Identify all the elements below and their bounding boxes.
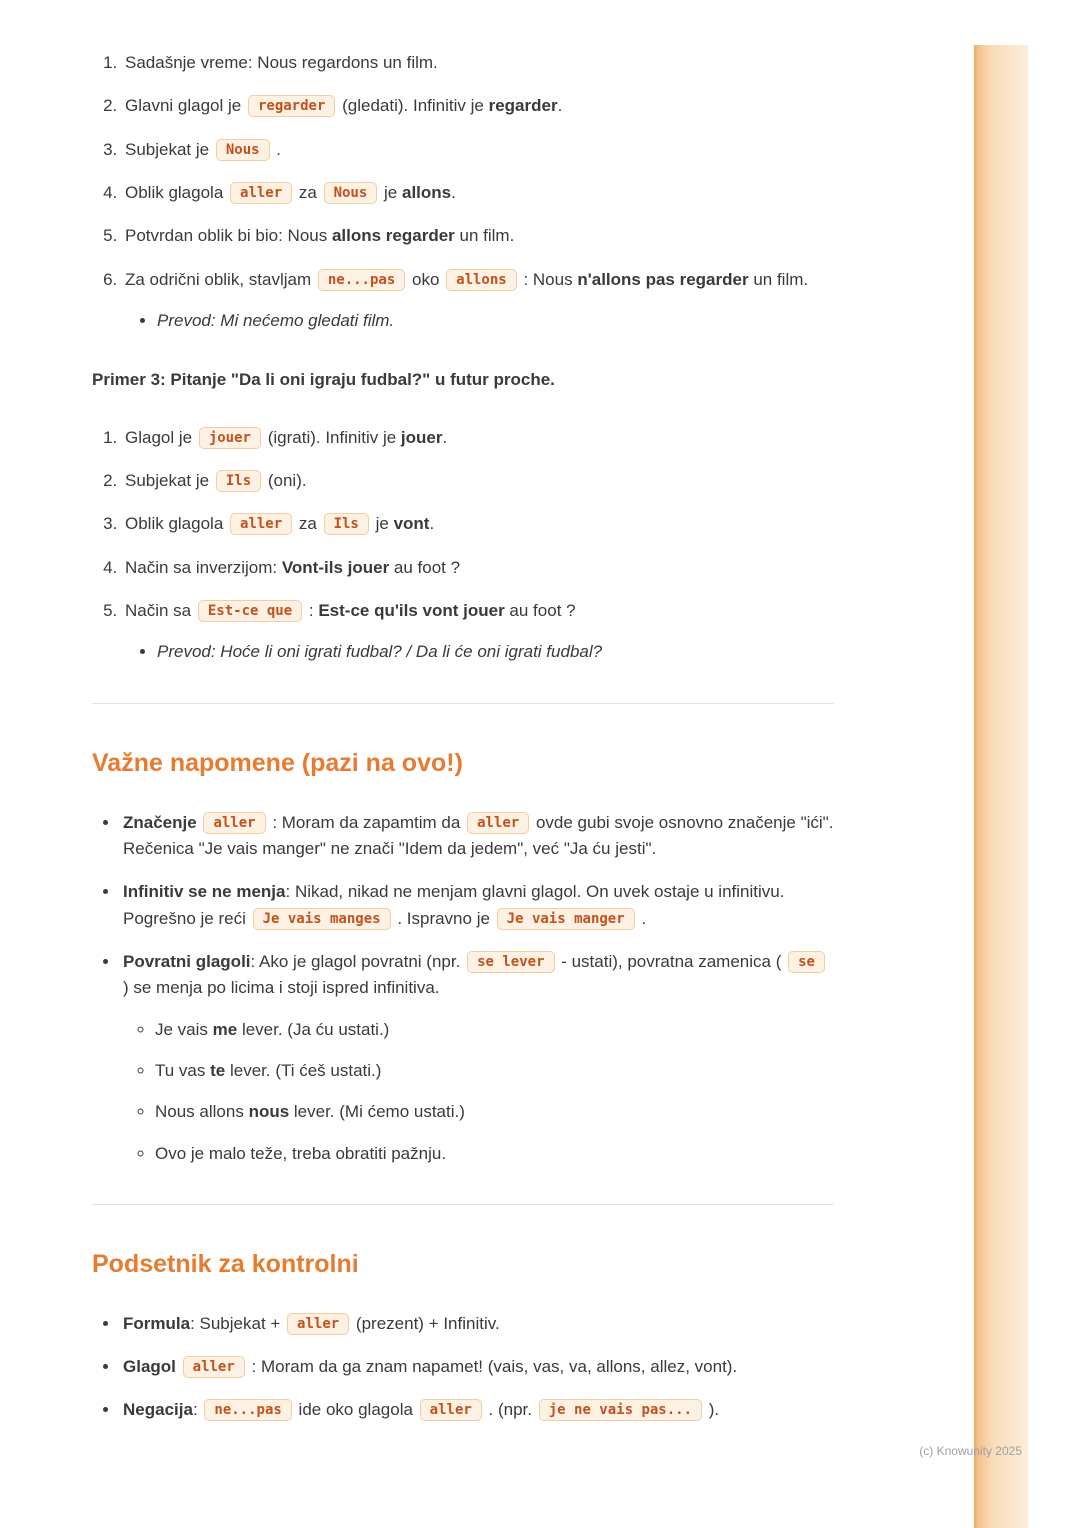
numbered-list [92,425,834,666]
inline-code-chip: aller [230,182,292,204]
inline-code-chip: ne...pas [204,1399,291,1421]
bold-text: Formula [123,1313,191,1333]
text-run: lever. (Mi ćemo ustati.) [289,1102,465,1122]
inline-code-chip: Nous [216,139,270,161]
inline-code-chip: Je vais manges [253,908,391,930]
text-run: Je vais [155,1019,213,1039]
bold-text: allons [401,183,452,203]
text-run: Oblik glagola [125,183,229,203]
text-run: : Nikad, nikad ne menjam glavni glagol. On uvek ostaje u infinitivu. Pogrešno je reći [123,882,785,928]
text-run: . Ispravno je [392,908,495,928]
text-run: : Moram da ga znam napamet! (vais, vas, va, allons, allez, vont). [246,1357,738,1377]
sub-bullet-list [125,308,834,334]
inline-code-chip: aller [203,812,265,834]
list-item [122,511,834,537]
sub-list-item [155,1058,834,1084]
list-item [122,223,834,249]
inline-code-chip: Je vais manger [497,908,635,930]
text-run: ). [704,1400,720,1420]
sub-list-item [157,639,834,665]
bold-text: Negacija [123,1400,193,1420]
sub-list-item [155,1141,834,1167]
section-divider [92,703,834,704]
text-run: : [304,601,319,621]
list-item [122,425,834,451]
text-run [197,813,202,832]
bold-text: me [212,1019,238,1039]
bold-text: Značenje [123,812,197,832]
bold-text: Primer 3: Pitanje "Da li oni igraju fudbal?" u futur proche. [92,370,555,390]
text-run: . [429,514,435,534]
bold-text: Glagol [123,1357,176,1377]
section-heading: Podsetnik za kontrolni [92,1250,359,1278]
numbered-list [92,50,834,334]
inline-code-chip: Nous [324,182,378,204]
text-run: (prezent) + Infinitiv. [351,1313,500,1333]
inline-code-chip: se [788,951,825,973]
text-run: Za odrični oblik, stavljam [125,269,316,289]
bold-text: Povratni glagoli [123,951,251,971]
list-item [122,180,834,206]
page-edge-gradient [974,45,1028,1528]
inline-code-chip: Ils [324,513,369,535]
inline-code-chip: Ils [216,470,261,492]
list-item [122,50,834,76]
sub-bullet-list [123,1017,834,1167]
bold-text: vont [393,514,430,534]
list-item [120,810,834,863]
list-item [122,555,834,581]
text-run: Nous allons [155,1102,249,1122]
text-run: Način sa inverzijom: [125,557,282,577]
text-run: au foot ? [389,557,461,577]
text-run: Ovo je malo teže, treba obratiti pažnju. [155,1143,447,1163]
text-run: un film. [748,269,809,289]
inline-code-chip: je ne vais pas... [539,1399,702,1421]
inline-code-chip: aller [420,1399,482,1421]
text-run: Način sa [125,601,196,621]
bullet-list [92,1311,834,1424]
section-divider [92,1204,834,1205]
text-run: je [379,183,402,203]
text-run: (gledati). Infinitiv je [337,96,489,116]
sub-bullet-list [125,639,834,665]
inline-code-chip: aller [467,812,529,834]
bold-text: allons regarder [331,226,455,246]
list-item [122,93,834,119]
bullet-list [92,810,834,1167]
bold-text: n'allons pas regarder [577,269,749,289]
text-run: . [451,183,456,203]
bold-text: Est-ce qu'ils vont jouer [318,601,505,621]
list-item [120,1397,834,1423]
list-item [122,598,834,666]
text-run: : Ako je glagol povratni (npr. [250,951,466,971]
text-run: au foot ? [504,601,576,621]
text-run: : Nous [518,269,578,289]
text-run: . (npr. [483,1400,537,1420]
inline-code-chip: regarder [248,95,335,117]
inline-code-chip: aller [183,1356,245,1378]
list-item [122,137,834,163]
bold-text: jouer [400,427,443,447]
inline-code-chip: jouer [199,427,261,449]
text-run: ide oko glagola [293,1400,418,1420]
inline-code-chip: se lever [467,951,554,973]
text-run: za [294,183,322,203]
text-run: un film. [454,226,515,246]
text-run: ovde gubi svoje osnovno značenje "ići". Rečenica "Je vais manger" ne znači "Idem da jedem", već "Ja ću jesti". [123,812,834,858]
italic-text: Prevod: Mi nećemo gledati film. [157,311,395,331]
text-run: Potvrdan oblik bi bio: Nous [125,226,332,246]
text-run: lever. (Ja ću ustati.) [237,1019,390,1039]
list-item [120,1311,834,1337]
bold-text: Infinitiv se ne menja [123,882,286,902]
text-run: (oni). [263,471,307,491]
text-run: : Moram da zapamtim da [267,812,466,832]
section-heading: Važne napomene (pazi na ovo!) [92,748,463,777]
inline-code-chip: aller [230,513,292,535]
text-run: Subjekat je [125,471,214,491]
text-run [176,1357,181,1376]
list-item [120,949,834,1167]
text-run: (igrati). Infinitiv je [262,427,401,447]
text-run: oko [407,269,445,289]
text-run: Oblik glagola [125,514,229,534]
sub-list-item [157,308,834,334]
text-run: za [294,514,322,534]
text-run: . [557,96,563,116]
text-run: : Subjekat + [190,1313,286,1333]
inline-code-chip: aller [287,1313,349,1335]
text-run: Glagol je [125,427,197,447]
copyright-notice: (c) Knowunity 2025 [919,1444,1022,1458]
bold-text: te [210,1060,226,1080]
bold-paragraph [92,367,834,393]
text-run: lever. (Ti ćeš ustati.) [225,1060,382,1080]
bold-text: Vont-ils jouer [281,557,390,577]
list-item [122,468,834,494]
text-run: ) se menja po licima i stoji ispred infinitiva. [123,978,440,998]
text-run: - ustati), povratna zamenica ( [556,951,787,971]
inline-code-chip: allons [446,269,517,291]
text-run: . [271,139,282,159]
text-run: : [192,1400,203,1420]
text-run: . [442,427,448,447]
inline-code-chip: Est-ce que [198,600,302,622]
italic-text: Prevod: Hoće li oni igrati fudbal? / Da li će oni igrati fudbal? [157,642,603,662]
inline-code-chip: ne...pas [318,269,405,291]
text-run: Tu vas [155,1060,211,1080]
list-item [120,879,834,932]
list-item [120,1354,834,1380]
sub-list-item [155,1099,834,1125]
text-run: . [636,908,647,928]
text-run: Glavni glagol je [125,96,246,116]
document-content [92,50,834,1441]
text-run: Subjekat je [125,139,214,159]
bold-text: nous [248,1102,290,1122]
text-run: je [370,514,394,534]
list-item [122,267,834,335]
sub-list-item [155,1017,834,1043]
bold-text: regarder [488,96,558,116]
text-run: Sadašnje vreme: Nous regardons un film. [125,53,438,72]
